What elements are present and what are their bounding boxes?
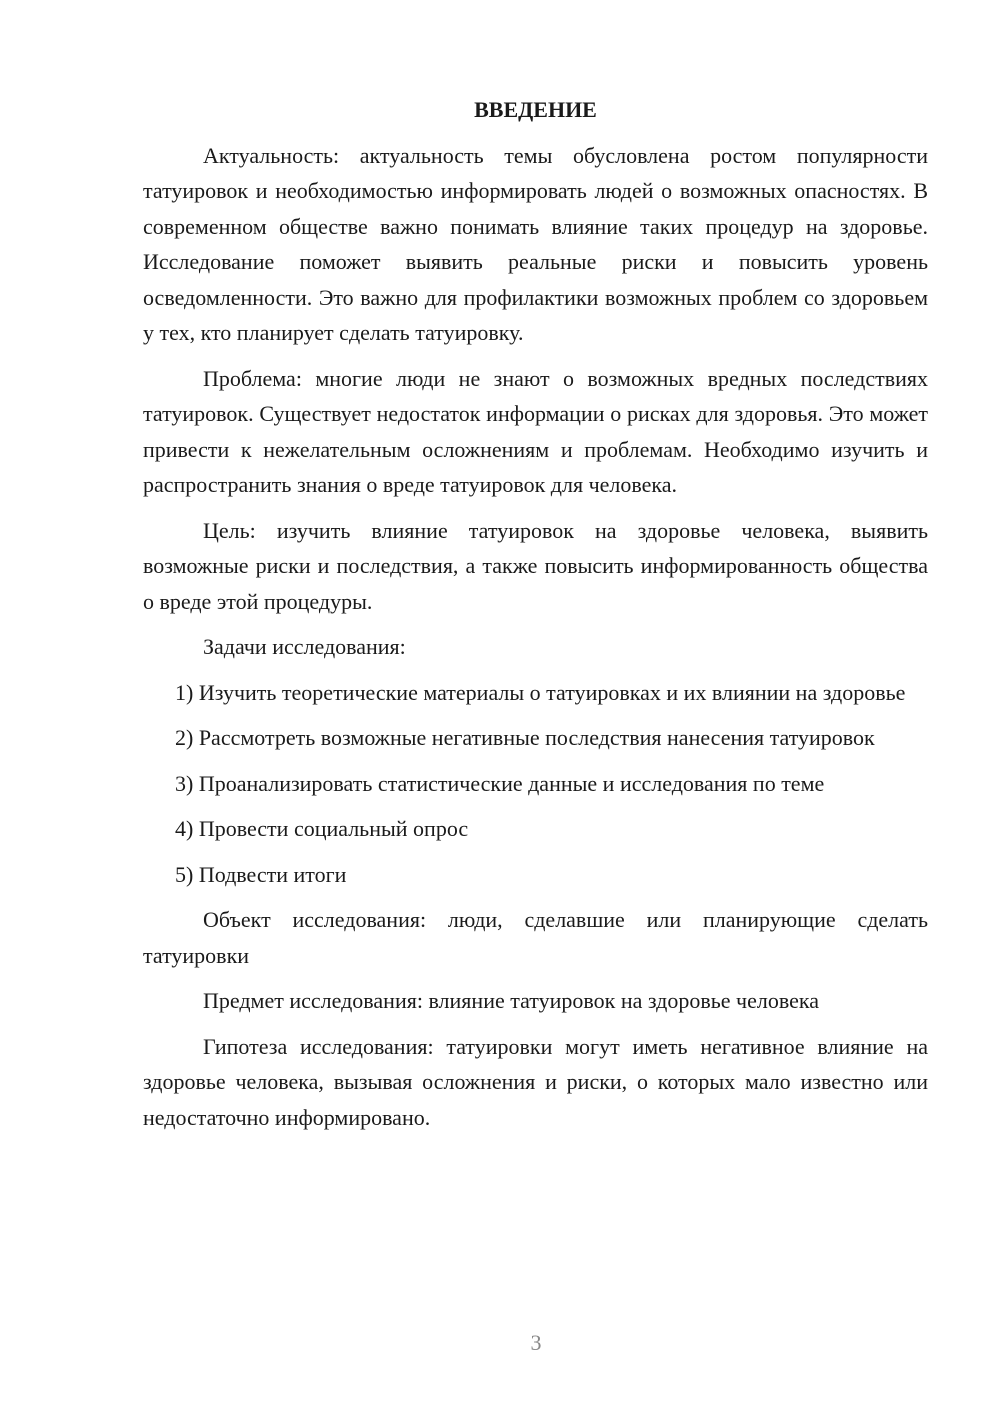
problem-paragraph: Проблема: многие люди не знают о возможных вредных последствиях татуировок. Существует недостаток информации о рисках для здоровья. Это может привести к нежелательным осложнениям и проблемам. Необходимо изучить и распространить знания о вреде татуировок для человека. [143, 365, 928, 497]
task-item-1: 1) Изучить теоретические материалы о татуировках и их влиянии на здоровье [175, 679, 906, 705]
task-item-5: 5) Подвести итоги [175, 861, 347, 887]
task-item-4: 4) Провести социальный опрос [175, 816, 469, 841]
relevance-paragraph: Актуальность: актуальность темы обусловлена ростом популярности татуировок и необходимостью информировать людей о возможных опасностях. В современном обществе важно понимать влияние таких процедур на здоровье. Исследование поможет выявить реальные риски и повысить уровень осведомленности. Это важно для профилактики возможных проблем со здоровьем у тех, кто планирует сделать татуировку. [143, 142, 928, 345]
subject-paragraph: Предмет исследования: влияние татуировок на здоровье человека [203, 988, 819, 1013]
page-number: 3 [530, 1330, 542, 1355]
task-item-3: 3) Проанализировать статистические данные и исследования по теме [175, 770, 825, 796]
hypothesis-paragraph: Гипотеза исследования: татуировки могут иметь негативное влияние на здоровье человека, вызывая осложнения и риски, о которых мало известно или недостаточно информировано. [143, 1033, 928, 1130]
tasks-heading: Задачи исследования: [203, 634, 406, 659]
page-title: ВВЕДЕНИЕ [474, 97, 597, 122]
document-page [143, 92, 928, 1145]
goal-paragraph: Цель: изучить влияние татуировок на здоровье человека, выявить возможные риски и последствия, а также повысить информированность общества о вреде этой процедуры. [143, 517, 928, 614]
task-item-2: 2) Рассмотреть возможные негативные последствия нанесения татуировок [175, 725, 875, 750]
object-paragraph: Объект исследования: люди, сделавшие или планирующие сделать татуировки [143, 907, 928, 968]
